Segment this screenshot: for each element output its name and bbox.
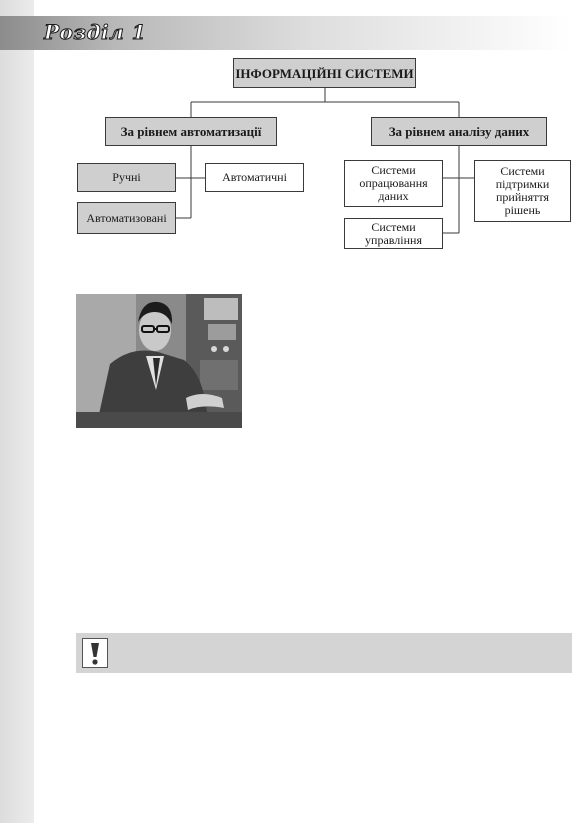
portrait-photo [76, 294, 242, 428]
exclamation-icon [82, 638, 108, 668]
management-box [344, 218, 443, 249]
automatic-box [205, 163, 304, 192]
data-processing-box [344, 160, 443, 207]
left-group-box [105, 117, 277, 146]
manual-box [77, 163, 176, 192]
right-group-box [371, 117, 547, 146]
decision-support-box [474, 160, 571, 222]
automatic-label: Автоматичні [222, 170, 287, 184]
automated-label: Автоматизовані [86, 210, 167, 225]
left-group-label: За рівнем автоматизації [120, 124, 262, 139]
data-processing-label: Системи опрацювання даних [359, 163, 428, 203]
diagram-root-label: ІНФОРМАЦІЙНІ СИСТЕМИ [235, 65, 414, 81]
decision-support-label: Системи підтримки прийняття рішень [495, 164, 550, 217]
manual-label: Ручні [112, 170, 141, 184]
right-group-label: За рівнем аналізу даних [388, 124, 530, 139]
note-bar [76, 633, 572, 673]
automated-box [77, 202, 176, 234]
diagram-root-box [233, 58, 416, 88]
management-label: Системи управління [365, 219, 422, 247]
section-title: Розділ 1 [44, 20, 147, 44]
